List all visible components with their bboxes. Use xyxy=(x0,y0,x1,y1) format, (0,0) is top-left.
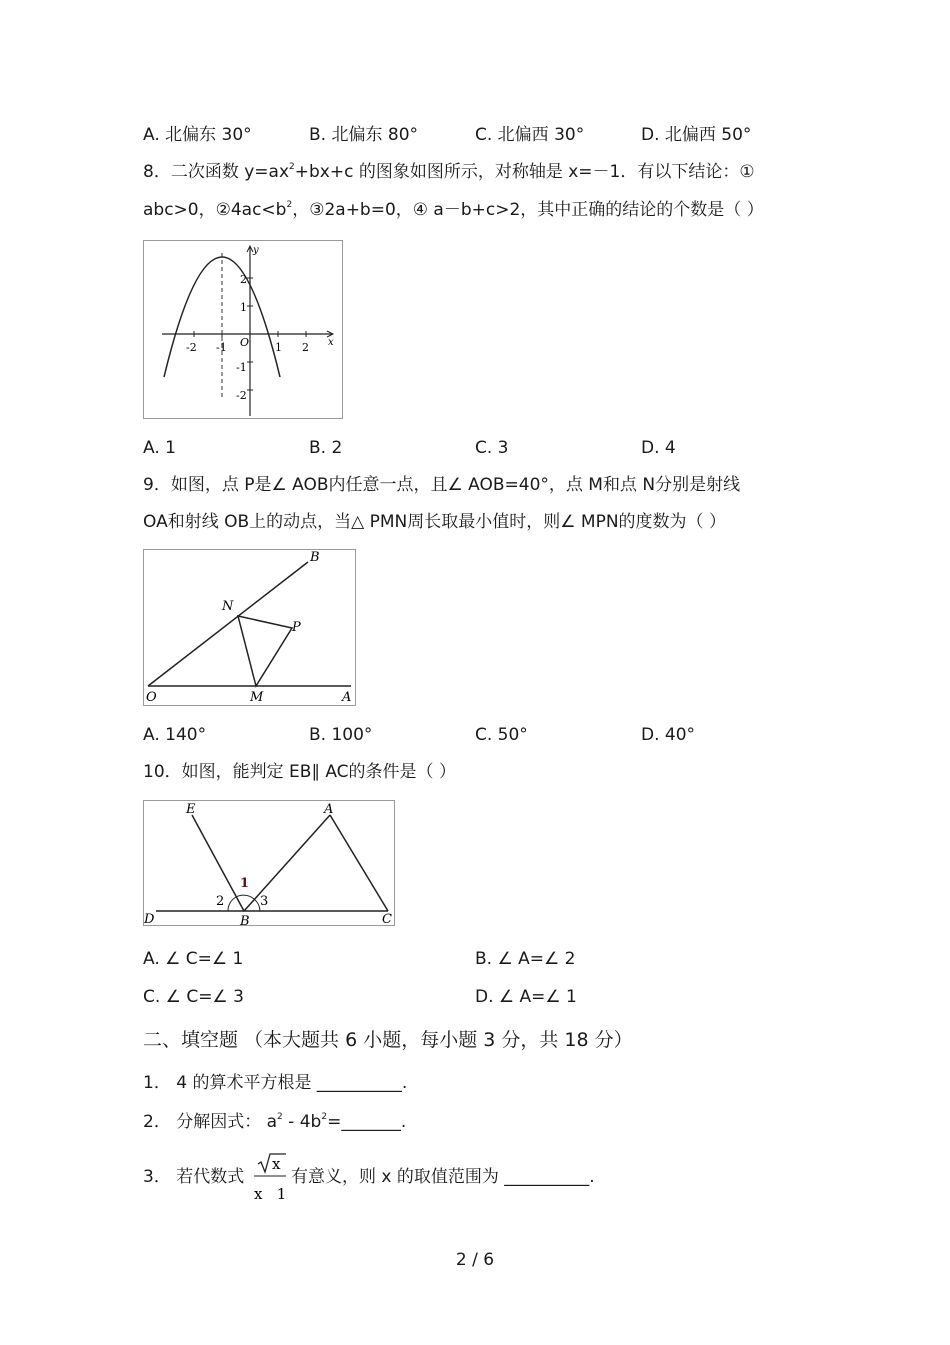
q8-option-b: B. 2 xyxy=(309,438,343,458)
q9-angle-diagram xyxy=(144,550,355,705)
q9-figure-angle xyxy=(143,549,356,706)
q10-parallel-diagram xyxy=(144,801,394,925)
q7-option-c: C. 北偏西 30° xyxy=(475,125,585,145)
label-p: P xyxy=(292,620,301,635)
q7-option-b: B. 北偏东 80° xyxy=(309,125,419,145)
q9-option-c: C. 50° xyxy=(475,725,528,745)
q8-sup-1: 2 xyxy=(289,162,295,172)
q8-stem-line2 xyxy=(143,198,764,222)
q10-stem-line1: 10．如图，能判定 EB∥ AC的条件是（ ） xyxy=(143,762,456,782)
q8-sup-2: 2 xyxy=(286,200,293,210)
q8-option-a: A. 1 xyxy=(143,438,176,458)
label-d: D xyxy=(144,912,155,925)
label-a: A xyxy=(324,802,334,817)
q7-option-a: A. 北偏东 30° xyxy=(143,125,252,145)
label-ym1: -1 xyxy=(236,361,247,374)
q10-option-a: A. ∠ C=∠ 1 xyxy=(143,949,244,969)
q9-stem-line1: 9．如图，点 P是∠ AOB内任意一点，且∠ AOB=40°，点 M和点 N分别是射线 xyxy=(143,475,741,495)
q10-option-c: C. ∠ C=∠ 3 xyxy=(143,987,244,1007)
label-m: M xyxy=(250,690,264,705)
label-xm2: -2 xyxy=(186,341,197,354)
label-b: B xyxy=(240,914,250,925)
fill-q2 xyxy=(143,1110,406,1134)
q10-option-b: B. ∠ A=∠ 2 xyxy=(475,949,576,969)
triangle-pmn xyxy=(238,616,292,686)
angle-arc-1 xyxy=(236,895,254,899)
fill-q3-tail: 有意义，则 x 的取值范围为 __________. xyxy=(291,1167,595,1187)
q9-option-a: A. 140° xyxy=(143,725,207,745)
fraction-graphic xyxy=(252,1150,288,1206)
label-o: O xyxy=(146,690,157,705)
label-angle-2: 2 xyxy=(216,894,225,909)
label-xm1: -1 xyxy=(216,341,227,354)
label-x: x xyxy=(328,337,334,348)
q8-parabola-graph xyxy=(144,241,342,418)
section-2-title: 二、填空题 （本大题共 6 小题，每小题 3 分，共 18 分） xyxy=(143,1029,633,1051)
segment-ac xyxy=(330,815,388,911)
q8-stem-line1-a: 8．二次函数 y=ax xyxy=(143,162,290,182)
fill-q3-fraction xyxy=(252,1150,288,1211)
fill-q1: 1． 4 的算术平方根是 __________. xyxy=(143,1073,408,1093)
label-y: y xyxy=(253,245,259,256)
q9-option-d: D. 40° xyxy=(641,725,696,745)
q9-stem-line2: OA和射线 OB上的动点，当△ PMN周长取最小值时，则∠ MPN的度数为（ ） xyxy=(143,512,726,532)
label-e: E xyxy=(186,802,196,817)
label-n: N xyxy=(222,599,234,614)
label-angle-1: 1 xyxy=(240,876,250,891)
q10-option-d: D. ∠ A=∠ 1 xyxy=(475,987,577,1007)
q8-figure-parabola xyxy=(143,240,343,419)
label-c: C xyxy=(382,912,392,925)
q8-stem-line2-b: ，③2a+b=0，④ a－b+c>2，其中正确的结论的个数是（ ） xyxy=(292,200,764,220)
fill-q2-sup-1: 2 xyxy=(277,1112,283,1122)
label-b: B xyxy=(310,550,320,565)
fraction-numerator: x xyxy=(272,1155,281,1173)
q9-option-b: B. 100° xyxy=(309,725,373,745)
q10-figure-parallel xyxy=(143,800,395,926)
fill-q2-sup-2: 2 xyxy=(321,1112,328,1122)
fill-q2-b: - 4b xyxy=(282,1112,322,1132)
q8-stem-line1 xyxy=(143,160,755,184)
angle-arc-2 xyxy=(228,897,236,911)
label-x2: 2 xyxy=(302,341,309,354)
q8-option-d: D. 4 xyxy=(641,438,676,458)
segment-ba xyxy=(244,815,330,911)
q8-option-c: C. 3 xyxy=(475,438,509,458)
label-origin: O xyxy=(240,336,250,349)
q8-stem-line1-b: +bx+c 的图象如图所示，对称轴是 x=－1．有以下结论：① xyxy=(294,162,755,182)
q7-option-d: D. 北偏西 50° xyxy=(641,125,752,145)
label-a: A xyxy=(342,690,352,705)
q8-stem-line2-a: abc>0，②4ac<b xyxy=(143,200,287,220)
fill-q2-a: 2． 分解因式： a xyxy=(143,1112,278,1132)
label-y2: 2 xyxy=(240,273,247,286)
page-number: 2 / 6 xyxy=(455,1250,495,1270)
fill-q3-lead: 3． 若代数式 xyxy=(143,1167,245,1187)
label-x1: 1 xyxy=(275,341,282,354)
ray-ob xyxy=(148,562,308,686)
fraction-denominator: x 1 xyxy=(254,1185,287,1203)
label-angle-3: 3 xyxy=(260,894,269,909)
fill-q2-c: =_______. xyxy=(327,1112,407,1132)
label-y1: 1 xyxy=(240,301,247,314)
label-ym2: -2 xyxy=(236,389,247,402)
